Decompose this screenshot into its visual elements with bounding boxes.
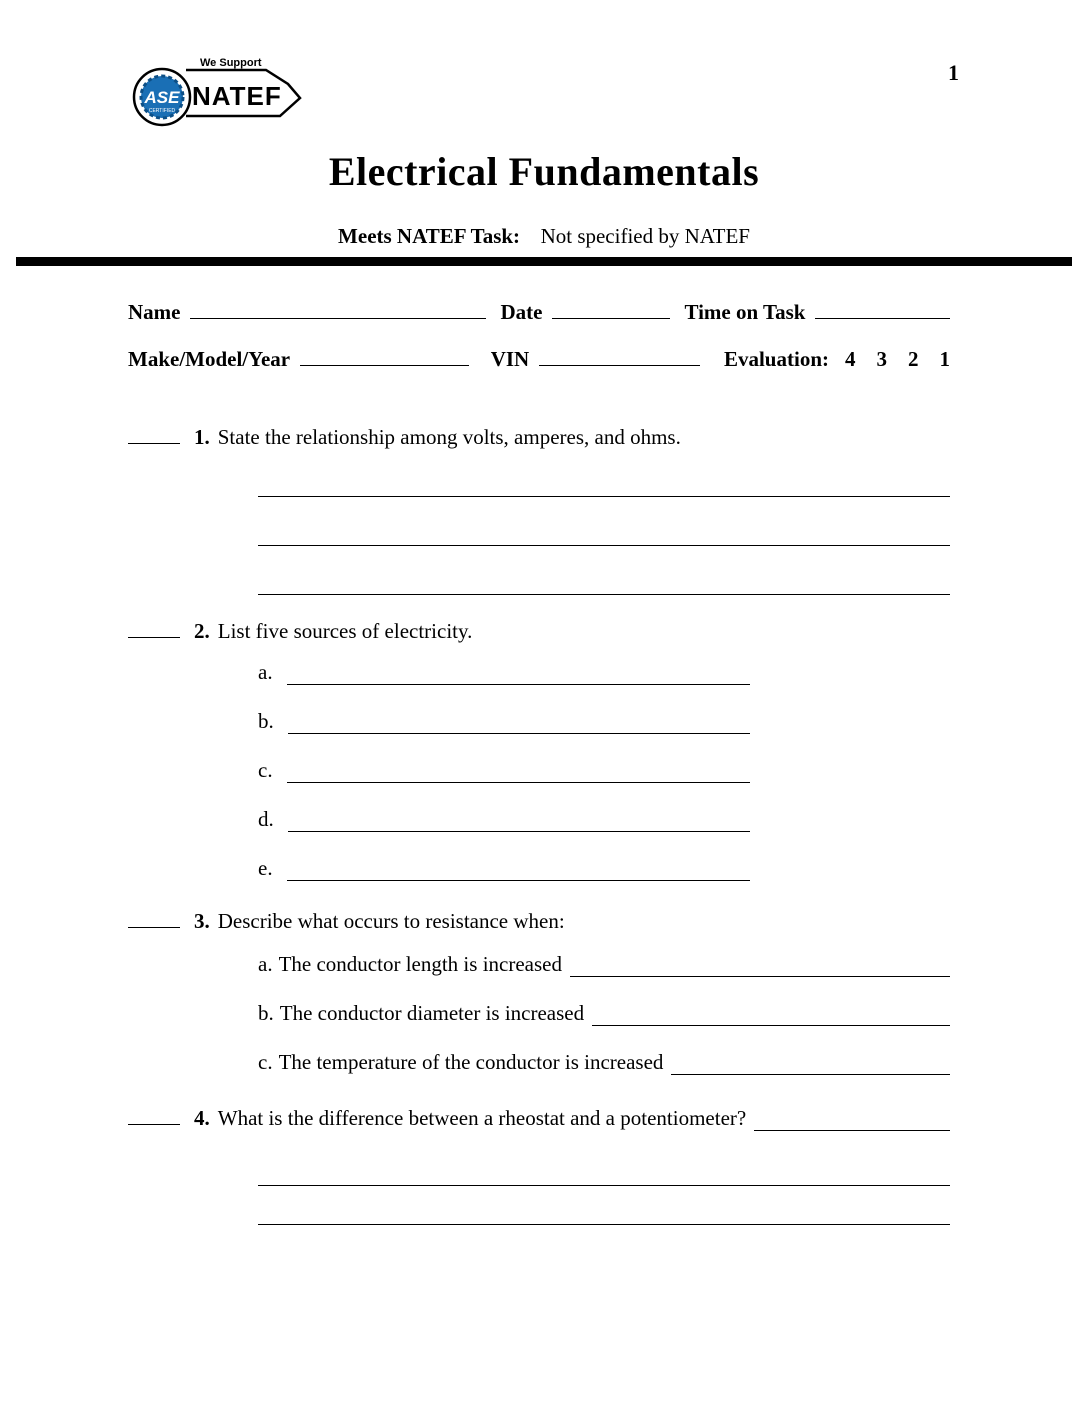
item-d-label: d. [258, 807, 274, 831]
question-3-grade-blank [128, 905, 180, 928]
divider-rule [16, 257, 1072, 266]
question-1-number: 1. [194, 425, 210, 449]
natef-logo [128, 52, 308, 136]
make-model-year-label: Make/Model/Year [128, 347, 291, 371]
sub-a-label: a. [258, 952, 273, 976]
we-support-text: We Support [200, 57, 262, 69]
sub-a-text: The conductor length is increased [278, 952, 562, 976]
question-2-item-b [258, 709, 750, 734]
item-a-label: a. [258, 660, 273, 684]
ase-text: ASE [144, 88, 180, 107]
sub-b-text: The conductor diameter is increased [279, 1001, 585, 1025]
item-e-line [287, 858, 750, 881]
page-number: 1 [948, 60, 959, 85]
sub-b-line [592, 1003, 950, 1026]
sub-a-line [570, 954, 950, 977]
question-4-answer-line-1 [258, 1185, 950, 1186]
question-1-answer-line-1 [258, 496, 950, 497]
name-label: Name [128, 300, 181, 324]
page-title: Electrical Fundamentals [328, 149, 760, 194]
question-1-answer-line-3 [258, 594, 950, 595]
question-1-grade-blank [128, 421, 180, 444]
date-blank [552, 296, 670, 319]
question-2-text: List five sources of electricity. [217, 619, 473, 643]
form-row-vehicle [128, 343, 950, 372]
question-1-answer-line-2 [258, 545, 950, 546]
question-4-number: 4. [194, 1106, 210, 1130]
question-3-sub-c [258, 1050, 950, 1075]
date-label: Date [500, 300, 543, 324]
question-4-grade-blank [128, 1102, 180, 1125]
subtitle [0, 224, 1088, 249]
question-2-item-e [258, 856, 750, 881]
time-on-task-label: Time on Task [684, 300, 806, 324]
question-3-text: Describe what occurs to resistance when: [217, 909, 565, 933]
item-b-line [288, 711, 750, 734]
question-4 [128, 1102, 950, 1131]
question-4-inline-line [754, 1108, 950, 1131]
question-2-item-a [258, 660, 750, 685]
vin-label: VIN [490, 347, 530, 371]
question-3-number: 3. [194, 909, 210, 933]
question-2-number: 2. [194, 619, 210, 643]
item-e-label: e. [258, 856, 273, 880]
sub-c-text: The temperature of the conductor is increased [278, 1050, 664, 1074]
question-4-text: What is the difference between a rheostat and a potentiometer? [217, 1106, 747, 1130]
form-row-identity [128, 296, 950, 325]
vin-blank [539, 343, 700, 366]
question-2-item-d [258, 807, 750, 832]
question-3-sub-b [258, 1001, 950, 1026]
evaluation-label: Evaluation: [723, 347, 829, 371]
question-2-grade-blank [128, 615, 180, 638]
make-model-year-blank [300, 343, 469, 366]
subtitle-label: Meets NATEF Task: [338, 224, 521, 248]
item-c-label: c. [258, 758, 273, 782]
sub-c-line [671, 1052, 950, 1075]
question-1 [128, 421, 950, 450]
sub-c-label: c. [258, 1050, 273, 1074]
item-b-label: b. [258, 709, 274, 733]
natef-text: NATEF [192, 81, 282, 111]
item-d-line [288, 809, 750, 832]
sub-b-label: b. [258, 1001, 274, 1025]
question-3-sub-a [258, 952, 950, 977]
certified-text: CERTIFIED [148, 108, 176, 114]
natef-logo-graphic [128, 52, 308, 136]
question-3 [128, 905, 950, 934]
item-c-line [287, 760, 750, 783]
question-1-text: State the relationship among volts, amperes, and ohms. [217, 425, 681, 449]
question-2 [128, 615, 950, 644]
question-2-item-c [258, 758, 750, 783]
item-a-line [287, 662, 750, 685]
question-4-answer-line-2 [258, 1224, 950, 1225]
subtitle-value: Not specified by NATEF [540, 224, 750, 248]
evaluation-values: 4 3 2 1 [845, 347, 950, 371]
name-blank [190, 296, 486, 319]
time-on-task-blank [815, 296, 950, 319]
